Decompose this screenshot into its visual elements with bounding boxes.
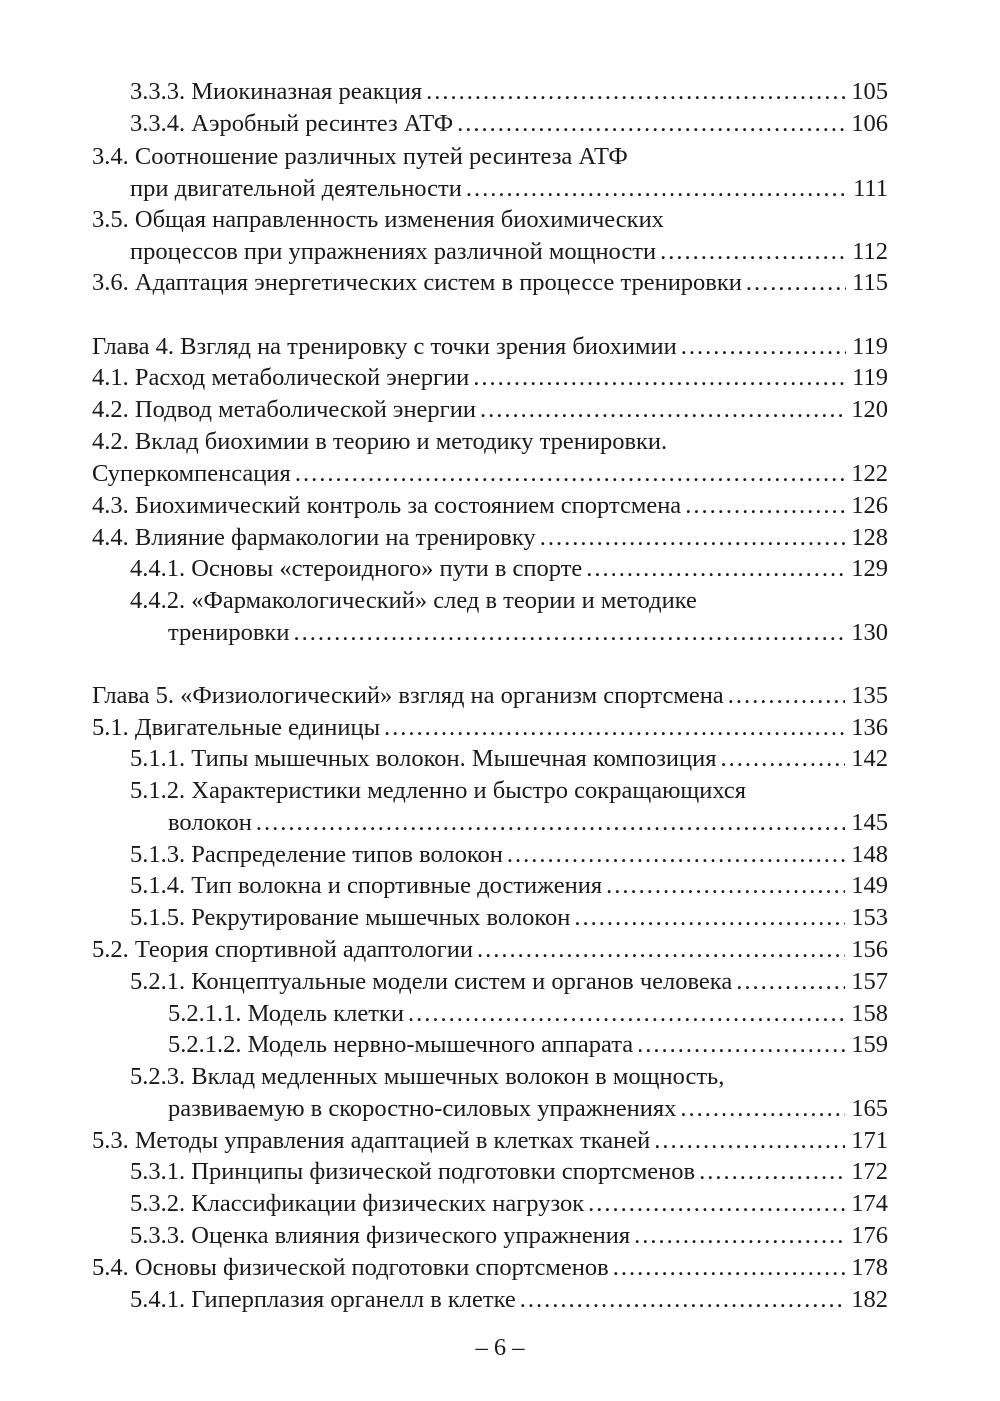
toc-entry[interactable] [92,1252,888,1284]
toc-entry[interactable] [130,902,888,934]
toc-entry-title: 3.4. Соотношение различных путей ресинтеза АТФ [92,143,628,170]
dot-leader [654,1125,845,1157]
toc-entry[interactable] [130,108,888,140]
toc-entry-title: 3.6. Адаптация энергетических систем в процессе тренировки [92,269,742,296]
toc-entry[interactable] [130,743,888,775]
dot-leader [680,1093,845,1125]
toc-entry[interactable] [92,490,888,522]
toc-entry-title: 5.1.4. Тип волокна и спортивные достижения [130,872,603,899]
toc-entry[interactable] [130,76,888,108]
toc-page-number: 142 [851,745,888,772]
dot-leader [637,1029,845,1061]
dot-leader [746,267,846,299]
dot-leader [480,394,845,426]
toc-entry-title: 4.4.2. «Фармакологический» след в теории и методике [130,587,697,614]
toc-entry[interactable] [130,553,888,585]
toc-entry-title: Глава 5. «Физиологический» взгляд на организм спортсмена [92,682,724,709]
toc-entry-continuation: при двигательной деятельности [130,175,462,202]
toc-page-number: 135 [851,682,888,709]
toc-entry-title: 5.3.2. Классификации физических нагрузок [130,1190,585,1217]
toc-page-number: 156 [851,936,888,963]
toc-entry-title: 5.4.1. Гиперплазия органелл в клетке [130,1286,516,1313]
toc-page-number: 182 [851,1286,888,1313]
toc-entry-title: 3.3.4. Аэробный ресинтез АТФ [130,110,454,137]
toc-page-number: 148 [851,841,888,868]
toc-entry-title: 5.2.1.1. Модель клетки [168,1000,404,1027]
toc-page-number: 149 [851,872,888,899]
toc-entry-title: 5.1.3. Распределение типов волокон [130,841,503,868]
toc-entry[interactable] [130,1188,888,1220]
toc-page-number: 106 [851,110,888,137]
toc-entry-title: 5.2.3. Вклад медленных мышечных волокон в мощность, [130,1063,725,1090]
dot-leader [293,617,845,649]
toc-entry-title: 5.1.5. Рекрутирование мышечных волокон [130,904,571,931]
toc-page-number: 174 [851,1190,888,1217]
toc-entry-title: 5.1.2. Характеристики медленно и быстро сокращающихся [130,777,747,804]
toc-entry-title: 3.3.3. Миокиназная реакция [130,78,423,105]
toc-entry-line[interactable] [130,585,888,617]
toc-entry[interactable] [130,1284,888,1316]
toc-page-number: 178 [851,1254,888,1281]
toc-page-number: 115 [852,269,888,296]
dot-leader [606,870,845,902]
dot-leader [586,553,845,585]
toc-entry-line[interactable] [92,426,888,458]
toc-page-number: 158 [851,1000,888,1027]
dot-leader [473,362,846,394]
toc-entry-title: 5.3.3. Оценка влияния физического упражнения [130,1222,631,1249]
toc-entry-title: 4.4.1. Основы «стероидного» пути в спорте [130,555,583,582]
dot-leader [295,458,845,490]
dot-leader [721,743,846,775]
toc-entry-line[interactable] [130,775,888,807]
dot-leader [634,1220,845,1252]
toc-entry[interactable] [92,394,888,426]
dot-leader [588,1188,845,1220]
toc-entry[interactable] [130,839,888,871]
toc-entry-continuation: волокон [168,809,252,836]
dot-leader [699,1156,845,1188]
toc-entry-title: 5.2.1. Концептуальные модели систем и органов человека [130,968,733,995]
toc-page-number: 157 [851,968,888,995]
toc-page-number: 172 [851,1158,888,1185]
dot-leader [728,680,846,712]
toc-entry[interactable] [92,934,888,966]
dot-leader [685,490,845,522]
dot-leader [681,331,846,363]
toc-page-number: 119 [852,364,888,391]
toc-entry-title: 4.4. Влияние фармакологии на тренировку [92,524,536,551]
toc-entry-title: Глава 4. Взгляд на тренировку с точки зрения биохимии [92,333,677,360]
toc-entry-line[interactable] [92,204,888,236]
toc-entry[interactable] [92,267,888,299]
toc-entry-title: 5.3.1. Принципы физической подготовки спортсменов [130,1158,696,1185]
toc-page-number: 105 [851,78,888,105]
dot-leader [574,902,845,934]
toc-entry[interactable] [130,870,888,902]
toc-entry-title: 4.2. Подвод метаболической энергии [92,396,476,423]
toc-page-number: 119 [852,333,888,360]
toc-page-number: 171 [851,1127,888,1154]
toc-entry[interactable] [130,173,888,205]
toc-entry-title: 5.1.1. Типы мышечных волокон. Мышечная композиция [130,745,717,772]
toc-entry[interactable] [130,1156,888,1188]
toc-entry-continuation: Суперкомпенсация [92,460,291,487]
toc-page-number: 128 [851,524,888,551]
toc-entry-continuation: развиваемую в скоростно-силовых упражнениях [168,1095,677,1122]
toc-page-number: 130 [851,619,888,646]
toc-entry-title: 5.1. Двигательные единицы [92,714,381,741]
toc-entry[interactable] [168,1093,888,1125]
toc-entry[interactable] [92,712,888,744]
toc-entry-title: 5.3. Методы управления адаптацией в клетках тканей [92,1127,651,1154]
toc-entry[interactable] [130,966,888,998]
toc-entry-title: 4.2. Вклад биохимии в теорию и методику тренировки. [92,428,668,455]
toc-entry[interactable] [168,617,888,649]
dot-leader [256,807,845,839]
dot-leader [660,236,846,268]
toc-page-number: 159 [851,1031,888,1058]
toc-entry-line[interactable] [130,1061,888,1093]
dot-leader [408,998,845,1030]
dot-leader [466,173,847,205]
toc-entry-title: 3.5. Общая направленность изменения биохимических [92,206,664,233]
toc-entry-continuation: процессов при упражнениях различной мощности [130,238,657,265]
toc-entry-title: 5.2.1.2. Модель нервно-мышечного аппарата [168,1031,634,1058]
dot-leader [426,76,845,108]
toc-entry[interactable] [92,362,888,394]
toc-entry[interactable] [168,1029,888,1061]
dot-leader [613,1252,846,1284]
toc-entry-title: 4.1. Расход метаболической энергии [92,364,470,391]
toc-page-number: 153 [851,904,888,931]
toc-page-number: 136 [851,714,888,741]
dot-leader [520,1284,845,1316]
toc-page-number: 111 [853,175,888,202]
toc-entry[interactable] [92,680,888,712]
toc-entry-line[interactable] [92,141,888,173]
toc-page-number: 120 [851,396,888,423]
toc-entry[interactable] [130,236,888,268]
toc-page-number: 176 [851,1222,888,1249]
toc-entry[interactable] [92,458,888,490]
toc-page-number: 126 [851,492,888,519]
dot-leader [540,522,846,554]
toc-page-number: 145 [851,809,888,836]
toc-entry-title: 5.2. Теория спортивной адаптологии [92,936,473,963]
dot-leader [477,934,845,966]
toc-entry-title: 4.3. Биохимический контроль за состоянием спортсмена [92,492,682,519]
dot-leader [457,108,845,140]
dot-leader [736,966,845,998]
toc-page-number: 112 [852,238,888,265]
toc-entry[interactable] [130,1220,888,1252]
toc-entry-continuation: тренировки [168,619,290,646]
toc-entry[interactable] [92,522,888,554]
dot-leader [384,712,845,744]
toc-page-number: 122 [851,460,888,487]
toc-page-number: 129 [851,555,888,582]
toc-entry[interactable] [168,807,888,839]
toc-entry[interactable] [168,998,888,1030]
dot-leader [507,839,845,871]
toc-page-number: 165 [851,1095,888,1122]
toc-entry[interactable] [92,1125,888,1157]
toc-entry[interactable] [92,331,888,363]
toc-entry-title: 5.4. Основы физической подготовки спортсменов [92,1254,609,1281]
page-number: – 6 – [475,1334,525,1361]
